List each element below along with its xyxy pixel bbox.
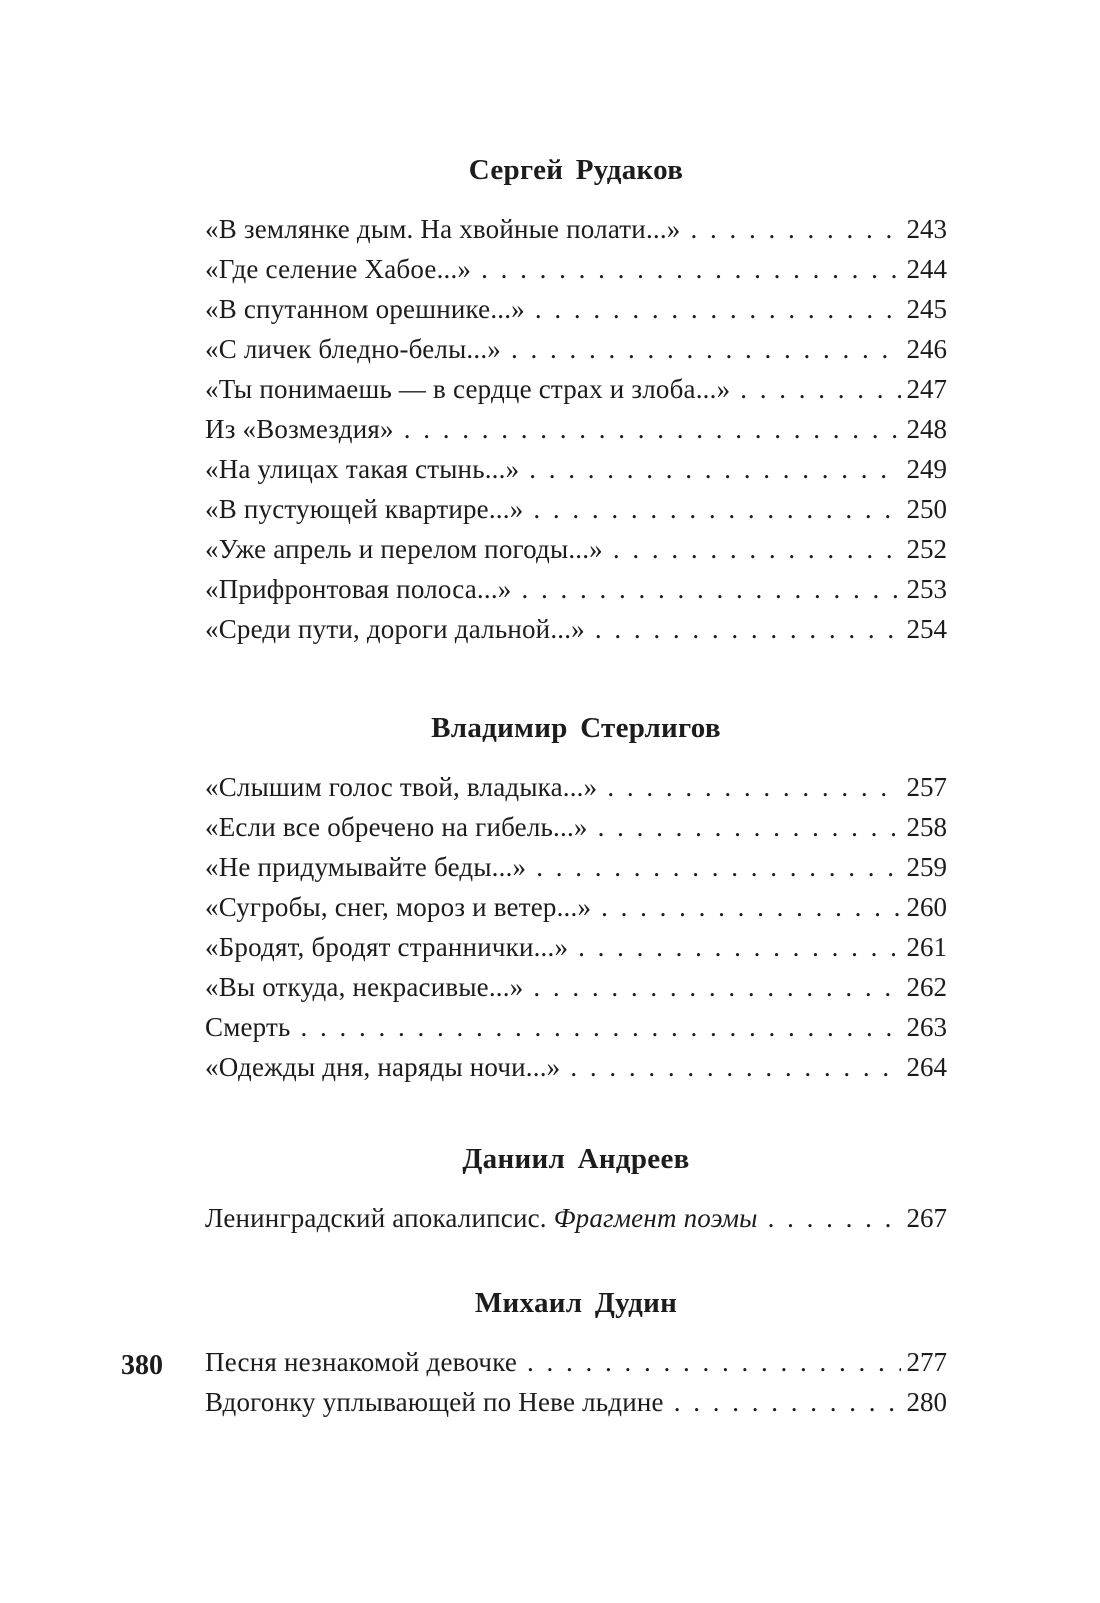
- entry-title: «Среди пути, дороги дальной...»: [205, 614, 585, 644]
- entry-page-number: 248: [906, 414, 947, 444]
- entry-page-number: 253: [906, 574, 947, 604]
- toc-entry: [205, 807, 947, 847]
- entry-title: Песня незнакомой девочке: [205, 1347, 518, 1377]
- toc-entry: [205, 489, 947, 529]
- dot-leader: [603, 529, 901, 569]
- entry-title: «Слышим голос твой, владыка...»: [205, 772, 598, 802]
- entry-title: «Ты понимаешь — в сердце страх и злоба...»: [205, 374, 731, 404]
- section-rudakov: [205, 150, 947, 649]
- entry-title: «Прифронтовая полоса...»: [205, 574, 512, 604]
- toc-entry: [205, 409, 947, 449]
- section-entries: [205, 1198, 947, 1238]
- dot-leader: [523, 489, 901, 529]
- toc-entry: [205, 927, 947, 967]
- entry-page-number: 252: [906, 534, 947, 564]
- entry-title-regular: Ленинградский апокалипсис.: [205, 1203, 554, 1233]
- dot-leader: [585, 609, 901, 649]
- section-entries: [205, 1342, 947, 1422]
- toc-entry: [205, 1198, 947, 1238]
- section-header: Сергей Рудаков: [468, 154, 684, 186]
- entry-title: Из «Возмездия»: [205, 414, 394, 444]
- entry-page-number: 254: [906, 614, 947, 644]
- entry-page-number: 261: [906, 932, 947, 962]
- section-header: Даниил Андреев: [462, 1143, 690, 1175]
- entry-page-number: 246: [906, 334, 947, 364]
- toc-entry: [205, 249, 947, 289]
- entry-title: «Бродят, бродят страннички...»: [205, 932, 569, 962]
- entry-page-number: 245: [906, 294, 947, 324]
- entry-page-number: 262: [906, 972, 947, 1002]
- entry-title: «Не придумывайте беды...»: [205, 852, 527, 882]
- entry-page-number: 277: [906, 1347, 947, 1377]
- entry-title: «На улицах такая стынь...»: [205, 454, 520, 484]
- entry-title: «В пустующей квартире...»: [205, 494, 524, 524]
- toc-entry: [205, 967, 947, 1007]
- toc-entry: [205, 289, 947, 329]
- dot-leader: [591, 887, 901, 927]
- entry-title: «Одежды дня, наряды ночи...»: [205, 1052, 561, 1082]
- dot-leader: [394, 409, 901, 449]
- dot-leader: [588, 807, 901, 847]
- entry-page-number: 258: [906, 812, 947, 842]
- section-header: Михаил Дудин: [474, 1287, 678, 1319]
- entry-title: «С личек бледно-белы...»: [205, 334, 501, 364]
- toc-entry: [205, 847, 947, 887]
- dot-leader: [568, 927, 901, 967]
- dot-leader: [526, 847, 901, 887]
- dot-leader: [730, 369, 901, 409]
- folio-page-number: 380: [121, 1350, 163, 1381]
- dot-leader: [511, 569, 901, 609]
- dot-leader: [560, 1047, 901, 1087]
- entry-title: «В спутанном орешнике...»: [205, 294, 525, 324]
- entry-title: «Если все обречено на гибель...»: [205, 812, 588, 842]
- toc-entry: [205, 1342, 947, 1382]
- entry-title: [205, 1198, 758, 1238]
- dot-leader: [681, 209, 902, 249]
- toc-entry: [205, 209, 947, 249]
- entry-title: «Сугробы, снег, мороз и ветер...»: [205, 892, 592, 922]
- section-header: Владимир Стерлигов: [431, 712, 721, 744]
- dot-leader: [758, 1198, 901, 1238]
- section-entries: [205, 767, 947, 1087]
- dot-leader: [501, 329, 901, 369]
- toc-entry: [205, 449, 947, 489]
- toc-entry: [205, 529, 947, 569]
- entry-page-number: 247: [906, 374, 947, 404]
- entry-title: Смерть: [205, 1012, 291, 1042]
- entry-page-number: 267: [906, 1203, 947, 1233]
- section-dudin: [205, 1283, 947, 1422]
- toc-entry: [205, 1382, 947, 1422]
- dot-leader: [597, 767, 901, 807]
- section-andreev: [205, 1139, 947, 1238]
- toc-entry: [205, 767, 947, 807]
- toc-entry: [205, 369, 947, 409]
- dot-leader: [291, 1007, 901, 1047]
- entry-page-number: 260: [906, 892, 947, 922]
- dot-leader: [517, 1342, 901, 1382]
- entry-page-number: 249: [906, 454, 947, 484]
- entry-page-number: 244: [906, 254, 947, 284]
- dot-leader: [519, 449, 901, 489]
- entry-page-number: 280: [906, 1387, 947, 1417]
- toc-entry: [205, 1047, 947, 1087]
- entry-page-number: 263: [906, 1012, 947, 1042]
- entry-title: «Где селение Хабое...»: [205, 254, 472, 284]
- entry-page-number: 250: [906, 494, 947, 524]
- toc-entry: [205, 329, 947, 369]
- dot-leader: [523, 967, 901, 1007]
- entry-title: «Уже апрель и перелом погоды...»: [205, 534, 603, 564]
- entry-page-number: 257: [906, 772, 947, 802]
- entry-page-number: 259: [906, 852, 947, 882]
- dot-leader: [664, 1382, 901, 1422]
- toc-entry: [205, 569, 947, 609]
- toc-entry: [205, 1007, 947, 1047]
- entry-title-italic: Фрагмент поэмы: [553, 1203, 758, 1233]
- table-of-contents: [205, 150, 947, 1422]
- dot-leader: [471, 249, 901, 289]
- toc-entry: [205, 887, 947, 927]
- entry-page-number: 243: [906, 214, 947, 244]
- dot-leader: [525, 289, 901, 329]
- entry-title: «Вы откуда, некрасивые...»: [205, 972, 524, 1002]
- entry-page-number: 264: [906, 1052, 947, 1082]
- entry-title: Вдогонку уплывающей по Неве льдине: [205, 1387, 664, 1417]
- toc-entry: [205, 609, 947, 649]
- section-entries: [205, 209, 947, 649]
- section-sterligov: [205, 708, 947, 1087]
- entry-title: «В землянке дым. На хвойные полати...»: [205, 214, 681, 244]
